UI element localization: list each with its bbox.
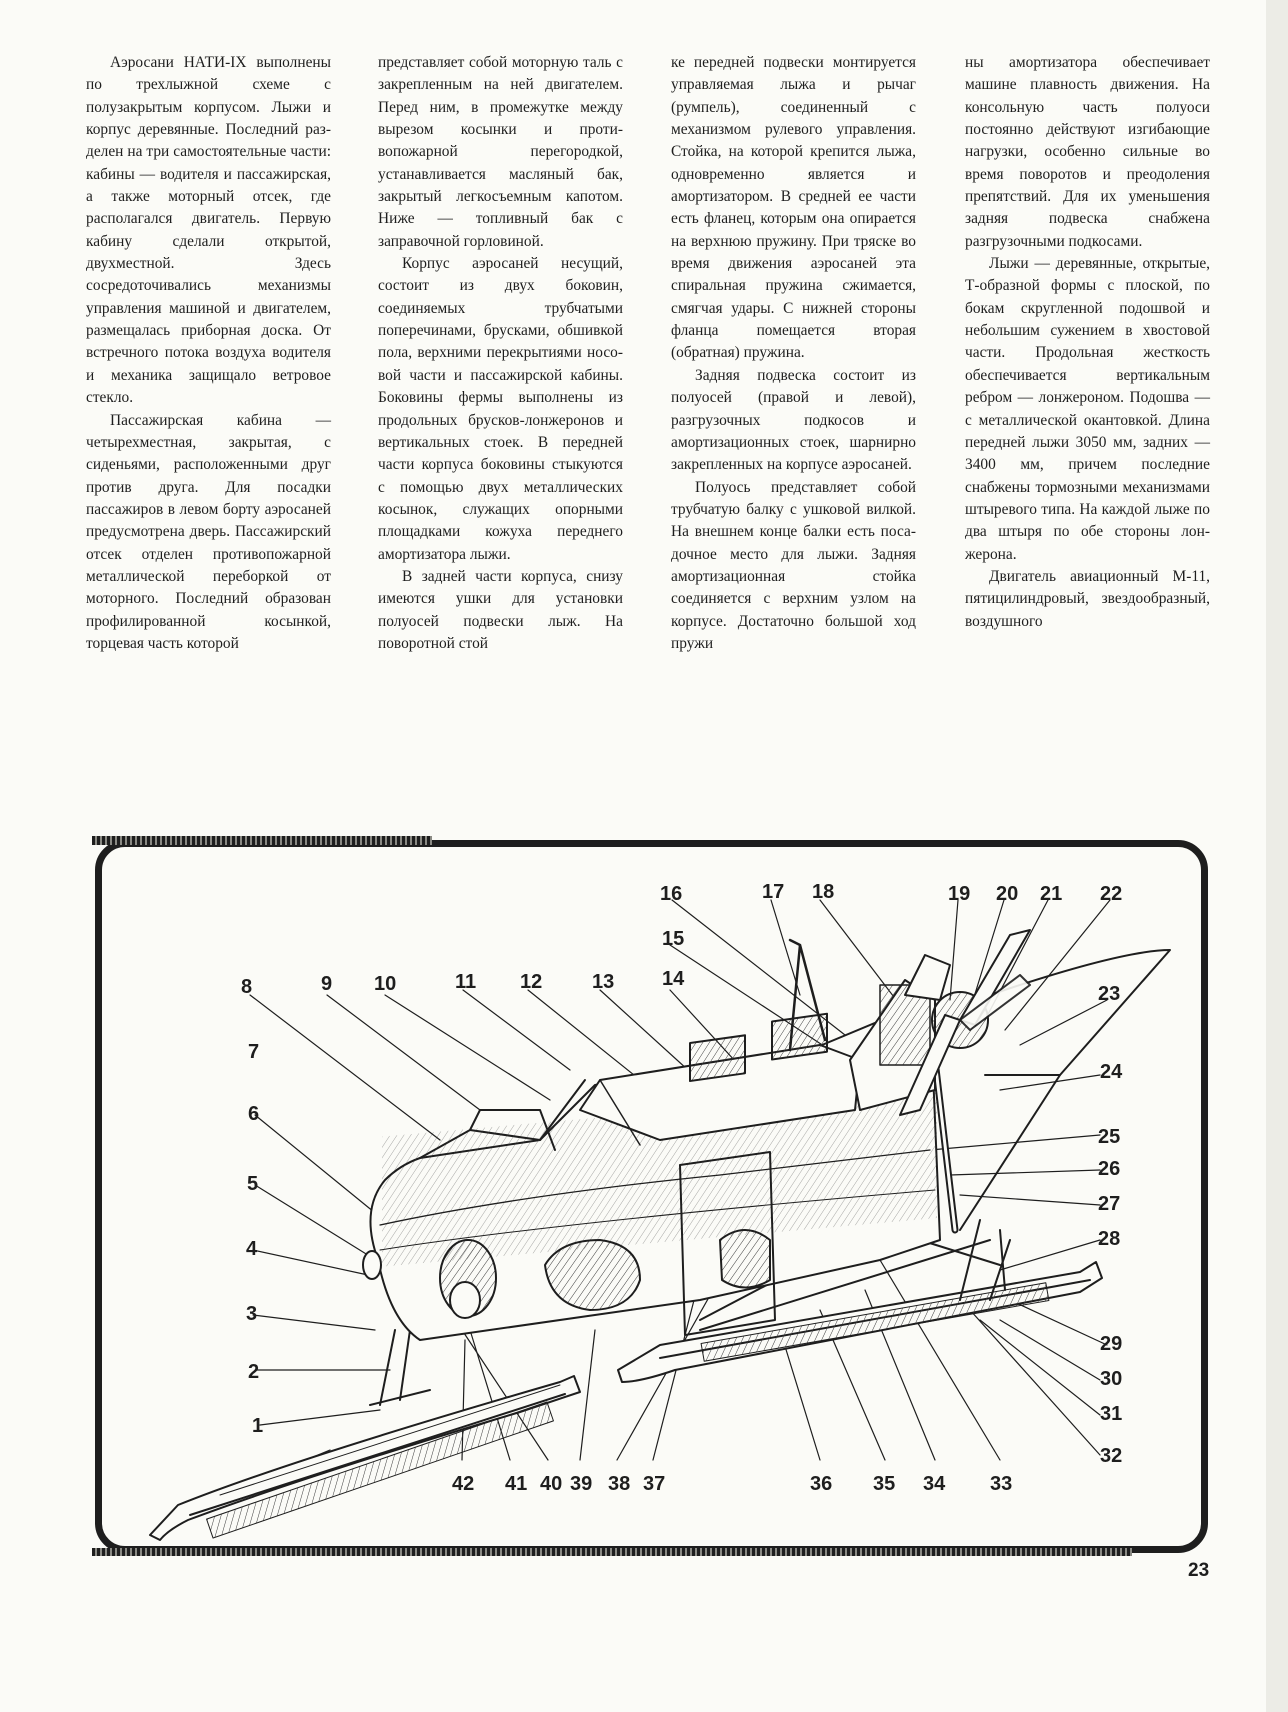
paragraph: ке передней подвески монтируется управляемая лыжа и рычаг (румпель), соединенный с механизмом рулевого управления. Стойка, на которой крепится лыжа, одновременно является и амортизатором. В средней ее части есть фланец, которым она опирается на верхнюю пружину. При тряске во время движения аэросаней эта спиральная пружина сжимается, смягчая удары. С нижней стороны фланца помещается вторая (обратная) пружина. [671, 54, 916, 362]
callout-label: 23 [1098, 983, 1121, 1005]
callout-label: 20 [996, 883, 1019, 905]
callout-label: 7 [248, 1041, 260, 1063]
callout-label: 35 [873, 1473, 896, 1495]
callout-label: 28 [1098, 1228, 1121, 1250]
callout-label: 16 [660, 883, 683, 905]
callout-label: 21 [1040, 883, 1063, 905]
callout-label: 22 [1100, 883, 1123, 905]
paragraph: Лыжи — деревянные, открытые, Т-образной формы с плоской, по бокам скругленной подошвой и небольшим сужением в хвостовой части. Продольная жесткость обеспечивается вертикальным ребром — лонжероном. Подошва — с металлической окантовкой. Длина передней лыжи 3050 мм, задних — 3400 мм, причем последние снабжены тормозными механизмами штыревого типа. На каждой лыже по два штыря по обе стороны лонжерона. [965, 255, 1210, 563]
callout-label: 42 [452, 1473, 475, 1495]
callout-label: 15 [662, 928, 685, 950]
callout-label: 24 [1100, 1061, 1123, 1083]
callout-label: 10 [374, 973, 397, 995]
paragraph: Корпус аэросаней несущий, состоит из двух боковин, соединяемых трубчатыми поперечинами, брусками, обшивкой пола, верхними перекрытиями носовой части и пассажирской кабины. Боковины фермы выполнены из продольных брусков-лонжеронов и вертикальных стоек. В передней части корпуса боковины стыкуются с помощью двух металлических косынок, служащих опорными площадками кожуха переднего амортизатора лыжи. [378, 255, 623, 563]
paragraph: Задняя подвеска состоит из полуосей (правой и левой), разгрузочных подкосов и амортизационных стоек, шарнирно закрепленных на корпусе аэросаней. [671, 366, 916, 474]
callout-label: 36 [810, 1473, 833, 1495]
callout-label: 17 [762, 881, 785, 903]
callout-label: 32 [1100, 1445, 1123, 1467]
callout-label: 8 [241, 976, 253, 998]
callout-label: 37 [643, 1473, 666, 1495]
callout-label: 33 [990, 1473, 1013, 1495]
callout-label: 6 [248, 1103, 260, 1125]
callout-label: 29 [1100, 1333, 1123, 1355]
callout-label: 1 [252, 1415, 264, 1437]
paragraph: Аэросани НАТИ-IX выполнены по трехлыжной схеме с полузакрытым корпусом. Лыжи и корпус деревянные. Последний разделен на три самостоятельные части: кабины — водителя и пассажирская, а также моторный отсек, где располагался двигатель. Первую кабину сделали открытой, двухместной. Здесь сосредоточивались механизмы управления машиной и двигателем, размещалась приборная доска. От встречного потока воздуха водителя и механика защищало ветровое стекло. [86, 54, 331, 407]
callout-label: 31 [1100, 1403, 1123, 1425]
paragraph: ны амортизатора обеспечивает машине плавность движения. На консольную часть полуоси постоянно действуют изгибающие нагрузки, особенно сильные во время поворотов и преодоления препятствий. Для их уменьшения задняя подвеска снабжена разгрузочными подкосами. [965, 54, 1210, 250]
page-number: 23 [1188, 1560, 1210, 1581]
callout-label: 5 [247, 1173, 259, 1195]
paragraph: Полуось представляет собой трубчатую балку с ушковой вилкой. На внешнем конце балки есть посадочное место для лыжи. Задняя амортизационная стойка соединяется с верхним узлом на корпусе. Достаточно большой ход пружи [671, 478, 916, 652]
callout-label: 34 [923, 1473, 946, 1495]
front-suspension [370, 1330, 430, 1405]
paragraph: В задней части корпуса, снизу имеются ушки для установки полуосей подвески лыж. На поворотной стой [378, 567, 623, 652]
callout-label: 26 [1098, 1158, 1121, 1180]
callout-label: 25 [1098, 1126, 1121, 1148]
callout-label: 27 [1098, 1193, 1121, 1215]
callout-label: 9 [321, 973, 333, 995]
paragraph: представляет собой моторную таль с закрепленным на ней двигателем. Перед ним, в промежутке между вырезом косынки и противопожарной перегородкой, устанавливается масляный бак, закрытый легкосъемным капотом. Ниже — топливный бак с заправочной горловиной. [378, 54, 623, 250]
callout-label: 39 [570, 1473, 593, 1495]
front-ski [150, 1376, 580, 1540]
callout-label: 3 [246, 1303, 258, 1325]
paragraph: Двигатель авиационный М-11, пятицилиндровый, звездообразный, воздушного [965, 567, 1210, 630]
paragraph: Пассажирская кабина — четырехместная, закрытая, с сиденьями, расположенными друг против друга. Для посадки пассажиров в левом борту аэросаней предусмотрена дверь. Пассажирский отсек отделен противопожарной металлической переборкой от моторного. Последний образован профилированной косынкой, торцевая часть которой [86, 411, 331, 652]
callout-label: 18 [812, 881, 835, 903]
callout-label: 11 [455, 971, 477, 993]
body [363, 980, 940, 1340]
callout-label: 14 [662, 968, 685, 990]
callout-label: 4 [246, 1238, 258, 1260]
callout-label: 40 [540, 1473, 563, 1495]
callout-label: 38 [608, 1473, 631, 1495]
callout-label: 30 [1100, 1368, 1123, 1390]
callout-label: 13 [592, 971, 615, 993]
callout-label: 41 [505, 1473, 528, 1495]
callout-label: 2 [248, 1361, 260, 1383]
callout-label: 19 [948, 883, 971, 905]
callout-label: 12 [520, 971, 543, 993]
